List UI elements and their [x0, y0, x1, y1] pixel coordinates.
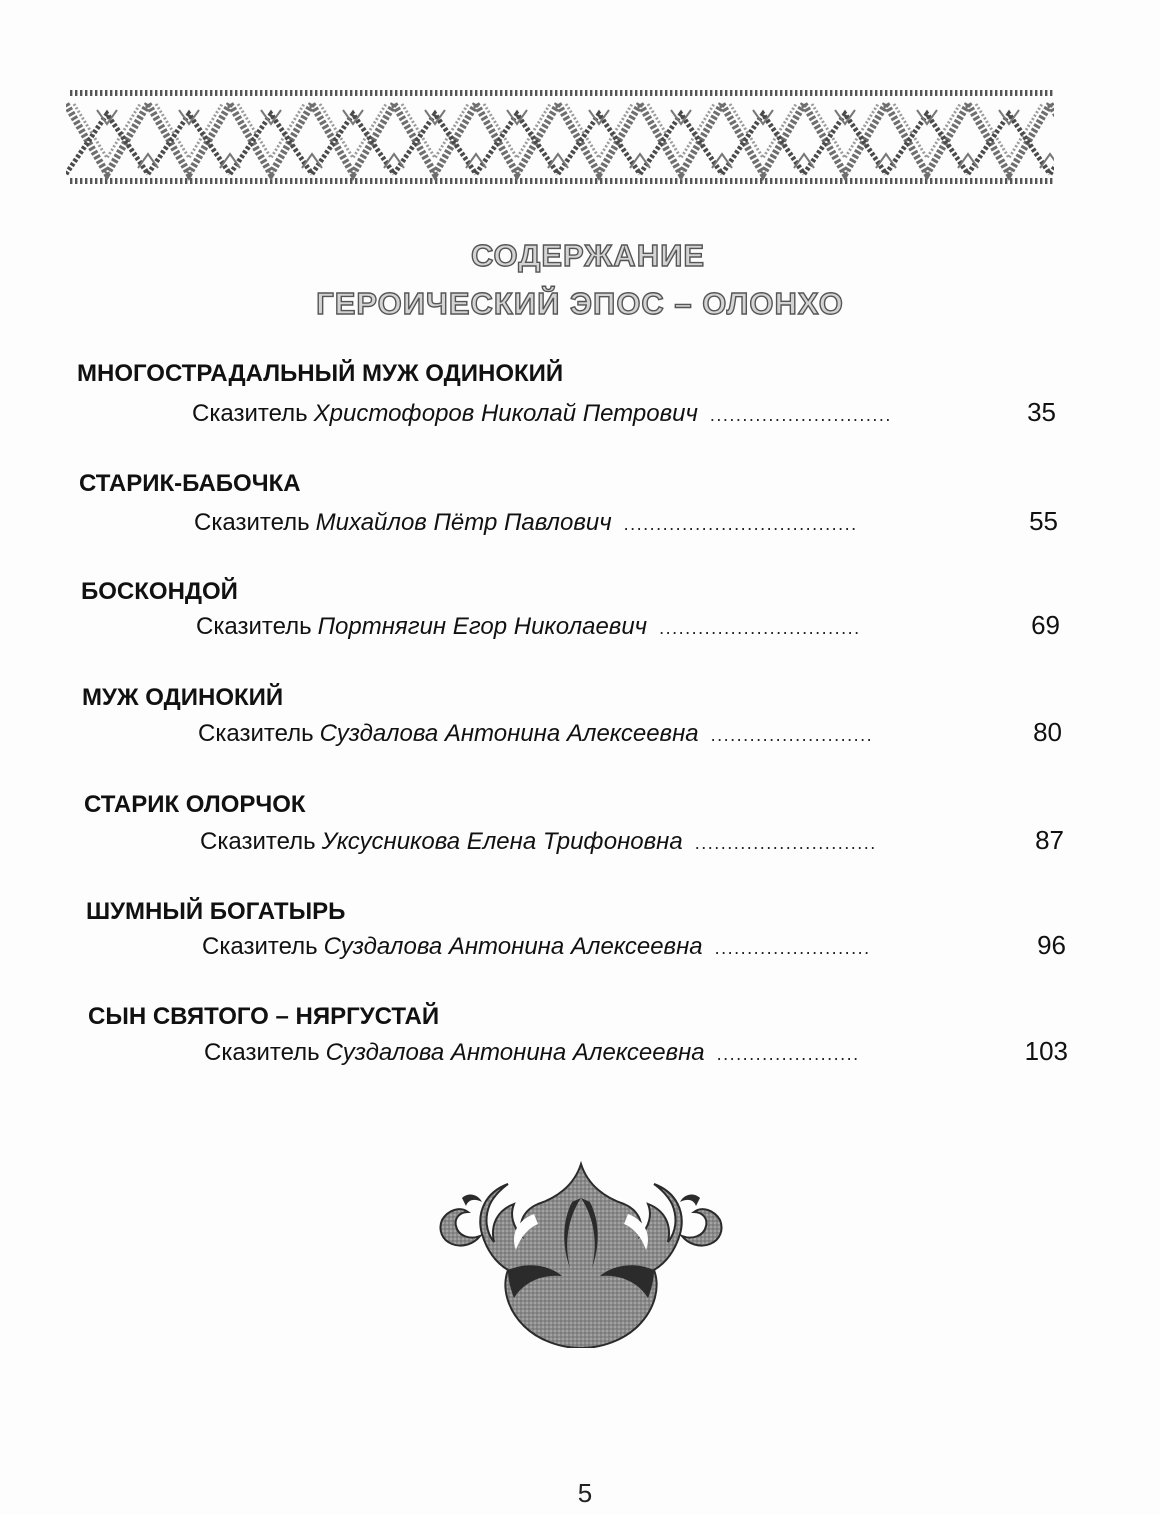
narrator-label: Сказитель — [204, 1039, 320, 1066]
narrator-name: Суздалова Антонина Алексеевна — [325, 1039, 705, 1066]
toc-entry-line — [204, 1036, 1068, 1067]
dot-leader: .................................... — [623, 514, 858, 534]
narrator-label: Сказитель — [196, 613, 312, 640]
dot-leader: ........................ — [714, 938, 871, 958]
page-reference: 103 — [1024, 1036, 1068, 1066]
narrator-name: Суздалова Антонина Алексеевна — [323, 933, 703, 960]
page-title: СОДЕРЖАНИЕ — [470, 238, 706, 273]
narrator-name: Портнягин Егор Николаевич — [317, 613, 648, 640]
toc-entry-line — [200, 825, 1064, 856]
toc-entry-line — [202, 930, 1066, 961]
narrator-name: Уксусникова Елена Трифоновна — [321, 828, 683, 855]
narrator-name: Суздалова Антонина Алексеевна — [319, 720, 699, 747]
page-reference: 55 — [1029, 506, 1058, 536]
toc-entry-title: БОСКОНДОЙ — [81, 578, 238, 605]
narrator-label: Сказитель — [202, 933, 318, 960]
toc-entry-title: СТАРИК-БАБОЧКА — [79, 470, 301, 497]
toc-entry-title: ШУМНЫЙ БОГАТЫРЬ — [86, 898, 346, 925]
dot-leader: ............................ — [709, 405, 892, 425]
page-reference: 69 — [1031, 610, 1060, 640]
crown-ornament-icon — [438, 1158, 724, 1348]
dot-leader: ......................... — [710, 725, 874, 745]
narrator-name: Христофоров Николай Петрович — [313, 400, 698, 427]
dot-leader: ............................ — [694, 833, 877, 853]
narrator-label: Сказитель — [200, 828, 316, 855]
toc-entry-title: МНОГОСТРАДАЛЬНЫЙ МУЖ ОДИНОКИЙ — [77, 360, 564, 387]
toc-entry-title: МУЖ ОДИНОКИЙ — [82, 684, 284, 711]
narrator-label: Сказитель — [198, 720, 314, 747]
dot-leader: ...................... — [716, 1044, 860, 1064]
toc-entry-title: СТАРИК ОЛОРЧОК — [84, 791, 306, 818]
dot-leader: ............................... — [659, 618, 861, 638]
page-number: 5 — [577, 1478, 593, 1508]
page-reference: 87 — [1035, 825, 1064, 855]
narrator-label: Сказитель — [194, 509, 310, 536]
narrator-name: Михайлов Пётр Павлович — [315, 509, 612, 536]
toc-entry-line — [194, 506, 1058, 537]
toc-entry-line — [196, 610, 1060, 641]
page-subtitle: ГЕРОИЧЕСКИЙ ЭПОС – ОЛОНХО — [316, 286, 844, 321]
toc-entry-line — [198, 717, 1062, 748]
narrator-label: Сказитель — [192, 400, 308, 427]
toc-entry-line — [192, 397, 1056, 428]
page-reference: 35 — [1027, 397, 1056, 427]
toc-entry-title: СЫН СВЯТОГО – НЯРГУСТАЙ — [88, 1003, 440, 1030]
page-reference: 96 — [1037, 930, 1066, 960]
page-reference: 80 — [1033, 717, 1062, 747]
